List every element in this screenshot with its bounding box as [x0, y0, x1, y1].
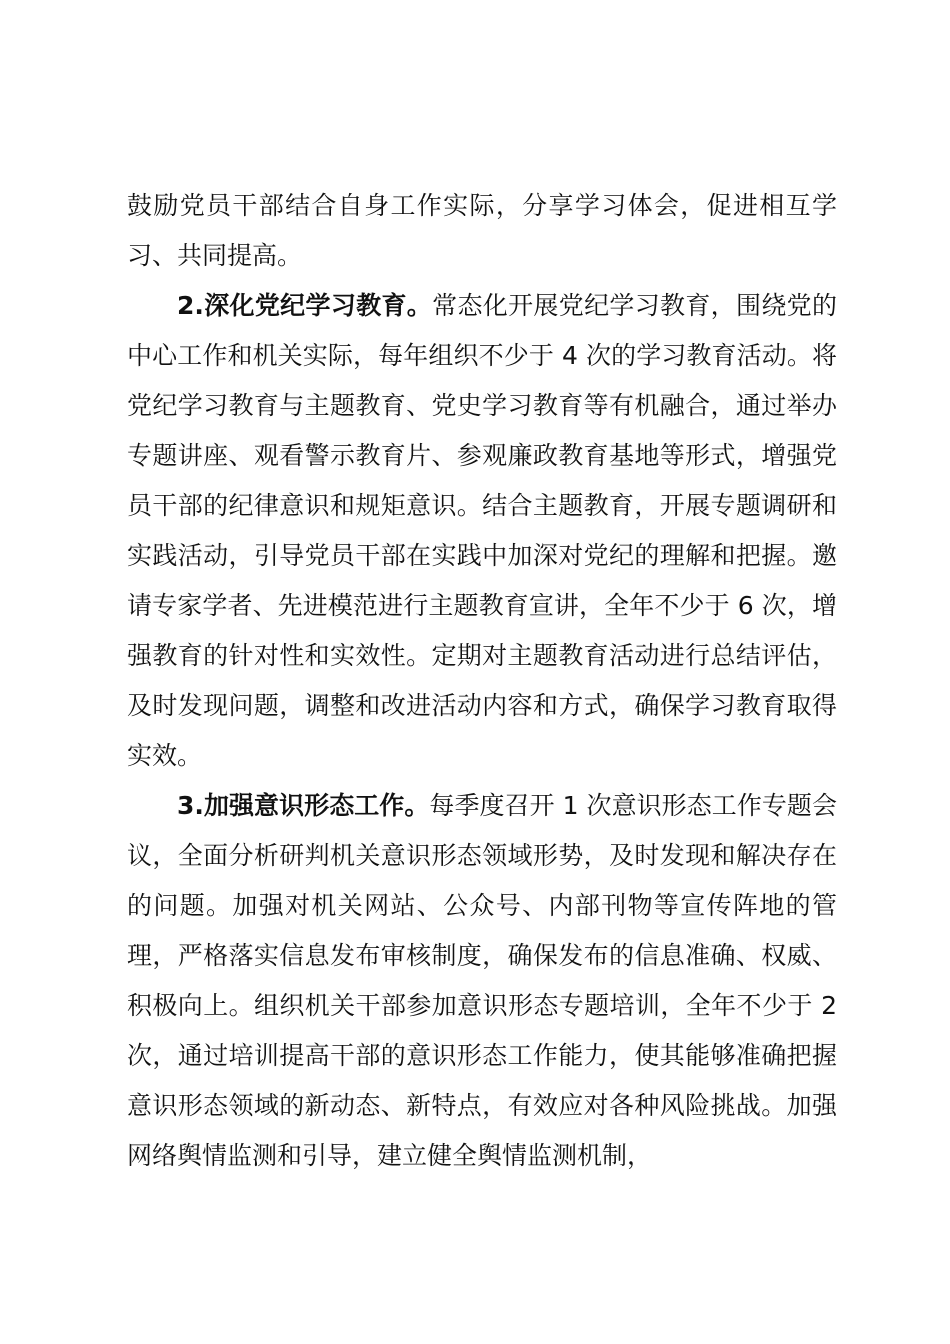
paragraph-text: 鼓励党员干部结合自身工作实际，分享学习体会，促进相互学习、共同提高。	[127, 191, 837, 270]
paragraph-text: 每季度召开 1 次意识形态工作专题会议，全面分析研判机关意识形态领域形势，及时发现和解决存在的问题。加强对机关网站、公众号、内部刊物等宣传阵地的管理，严格落实信息发布审核制度，确保发布的信息准确、权威、积极向上。组织机关干部参加意识形态专题培训，全年不少于 2 次，通过培训提高干部的意识形态工作能力，使其能够准确把握意识形态领域的新动态、新特点，有效应对各种风险挑战。加强网络舆情监测和引导，建立健全舆情监测机制，	[127, 791, 837, 1170]
document-body	[127, 181, 837, 1181]
paragraph-text: 常态化开展党纪学习教育，围绕党的中心工作和机关实际，每年组织不少于 4 次的学习教育活动。将党纪学习教育与主题教育、党史学习教育等有机融合，通过举办专题讲座、观看警示教育片、参观廉政教育基地等形式，增强党员干部的纪律意识和规矩意识。结合主题教育，开展专题调研和实践活动，引导党员干部在实践中加深对党纪的理解和把握。邀请专家学者、先进模范进行主题教育宣讲，全年不少于 6 次，增强教育的针对性和实效性。定期对主题教育活动进行总结评估，及时发现问题，调整和改进活动内容和方式，确保学习教育取得实效。	[127, 291, 837, 770]
paragraph-heading: 3.加强意识形态工作。	[177, 791, 430, 820]
paragraph-heading: 2.深化党纪学习教育。	[177, 291, 433, 320]
paragraph-party-discipline-education	[127, 281, 837, 781]
paragraph-continuation	[127, 181, 837, 281]
paragraph-ideology-work	[127, 781, 837, 1181]
